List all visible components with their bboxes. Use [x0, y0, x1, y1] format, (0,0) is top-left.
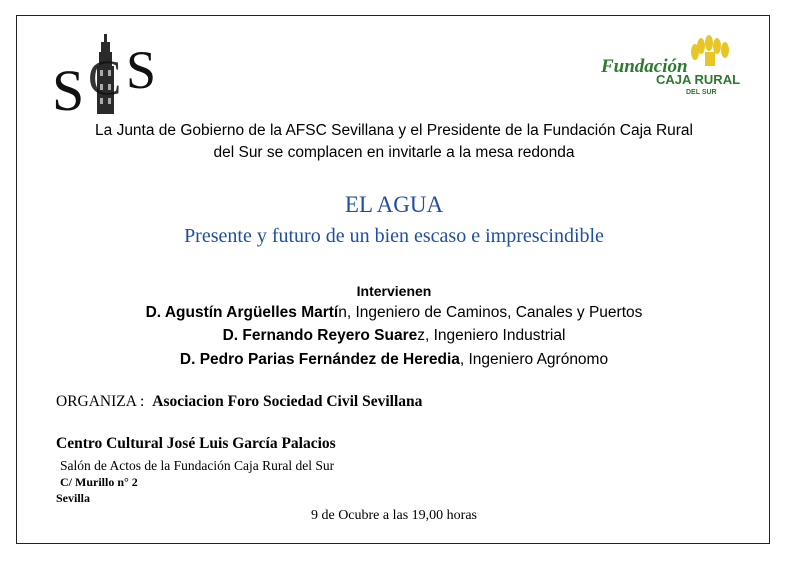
- venue-hall: Salón de Actos de la Fundación Caja Rural del Sur: [60, 458, 335, 473]
- speaker-2: [17, 327, 771, 345]
- scs-letter-s1: S: [52, 58, 85, 119]
- event-title: EL AGUA: [344, 192, 444, 217]
- speaker-1-role: n, Ingeniero de Caminos, Canales y Puertos: [338, 304, 643, 321]
- invitation-card: [16, 15, 770, 544]
- scs-letter-s2: S: [126, 40, 157, 100]
- scs-logo: [50, 24, 170, 119]
- intro-line-1: La Junta de Gobierno de la AFSC Sevillana y el Presidente de la Fundación Caja Rural: [95, 122, 693, 139]
- logo-fundacion-text: Fundación: [601, 56, 688, 77]
- speakers-heading: Intervienen: [356, 283, 432, 299]
- venue-name: Centro Cultural José Luis García Palacios: [56, 435, 336, 452]
- organizer-label: ORGANIZA :: [56, 393, 145, 410]
- speaker-3-name: D. Pedro Parias Fernández de Heredia: [179, 351, 460, 368]
- venue-street: C/ Murillo n° 2: [60, 475, 138, 489]
- speaker-2-name: D. Fernando Reyero Suare: [222, 327, 418, 344]
- speaker-3-role: , Ingeniero Agrónomo: [459, 351, 609, 368]
- venue-city: Sevilla: [56, 491, 91, 505]
- speaker-3: [17, 351, 771, 369]
- fundacion-caja-rural-logo: [601, 34, 743, 96]
- intro-text: [17, 120, 771, 164]
- event-subtitle: Presente y futuro de un bien escaso e imprescindible: [184, 225, 604, 247]
- logo-del-sur-text: DEL SUR: [686, 89, 717, 96]
- intro-line-2: del Sur se complacen en invitarle a la mesa redonda: [213, 144, 575, 161]
- speaker-2-role: z, Ingeniero Industrial: [417, 327, 566, 344]
- event-date: 9 de Ocubre a las 19,00 horas: [310, 508, 477, 523]
- logo-caja-rural-text: CAJA RURAL: [656, 72, 741, 87]
- speaker-1-name: D. Agustín Argüelles Martí: [145, 304, 339, 321]
- speaker-1: [17, 304, 771, 322]
- organizer-line: [56, 393, 422, 411]
- organizer-name: Asociacion Foro Sociedad Civil Sevillana: [152, 393, 423, 410]
- scs-letter-c: C: [88, 49, 122, 105]
